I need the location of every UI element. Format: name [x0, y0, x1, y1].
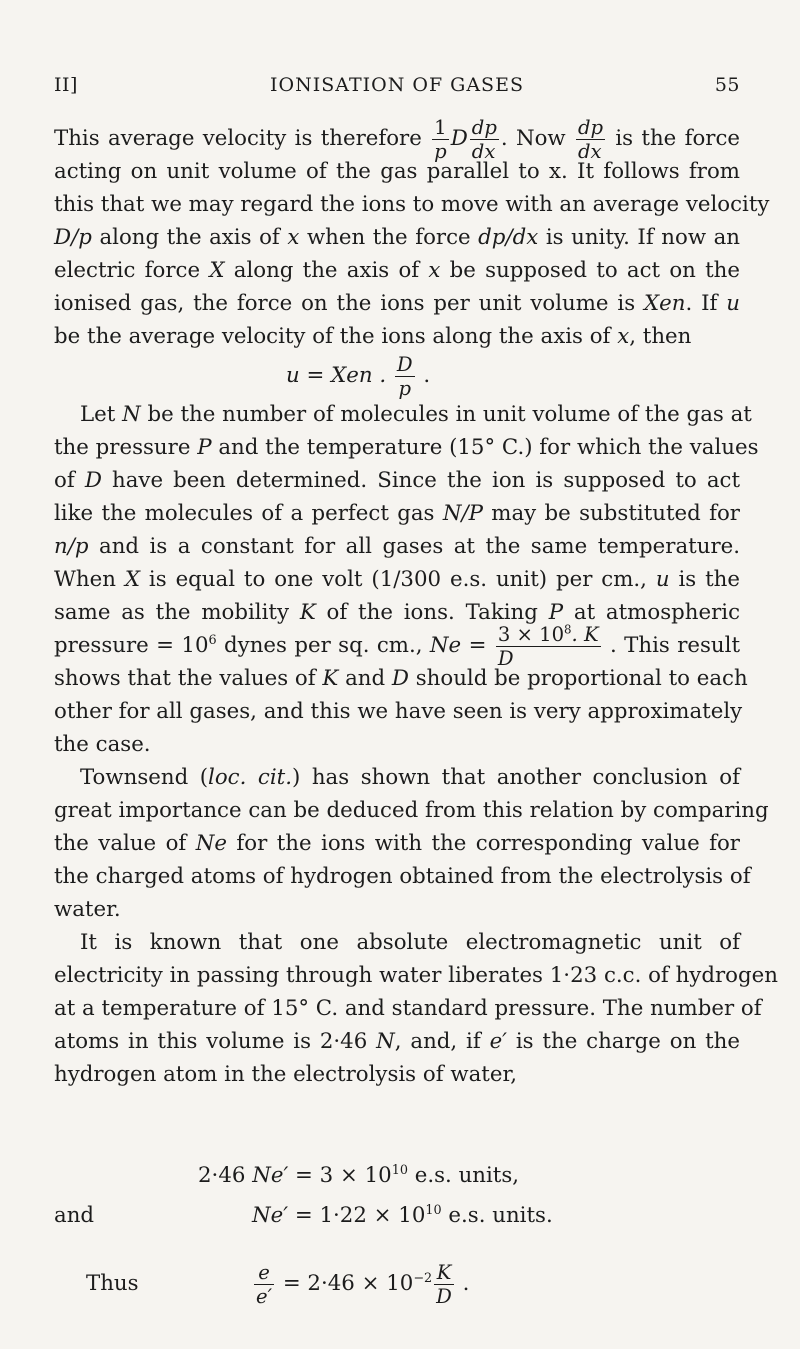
text-line: ionised gas, the force on the ions per unit volume is Xen. If u: [54, 291, 740, 316]
text-line: It is known that one absolute electromagnetic unit of: [80, 930, 740, 956]
fraction: $\frac{dp}{dx}$: [471, 115, 497, 163]
running-title: IONISATION OF GASES: [270, 74, 524, 96]
text-line: of D have been determined. Since the ion is supposed to act: [54, 468, 740, 494]
text-line: water.: [54, 897, 121, 923]
text-line: great importance can be deduced from this relation by comparing: [54, 798, 769, 824]
fraction: $\frac{e}{e'}$: [256, 1261, 273, 1308]
equation-u: u = Xen . $\frac{D}{p}$ .: [286, 353, 431, 400]
text-line: n/p and is a constant for all gases at the same temperature.: [54, 534, 740, 560]
text-line: like the molecules of a perfect gas N/P may be substituted for: [54, 501, 740, 527]
text-line: shows that the values of K and D should be proportional to each: [54, 666, 748, 692]
text-line: pressure = $10^6$ dynes per sq. cm., Ne = $\frac{3 \times 10^8. K}{D}$ . This result: [54, 622, 741, 670]
page-number: 55: [714, 74, 740, 96]
fraction: $\frac{K}{D}$: [436, 1261, 452, 1308]
body-text: [54, 115, 778, 1091]
fraction: $\frac{3 \times 10^8. K}{D}$: [497, 622, 599, 670]
text-line: at a temperature of 15° C. and standard pressure. The number of: [54, 996, 762, 1022]
equation-block: [54, 1163, 740, 1317]
text-line: be the average velocity of the ions along the axis of x, then: [54, 324, 692, 349]
paragraph-2: [54, 398, 759, 761]
fraction: $\frac{D}{p}$: [396, 353, 413, 400]
paragraph-3: [54, 761, 769, 926]
and-label: and: [54, 1203, 95, 1228]
text-line: Townsend (loc. cit.) has shown that another conclusion of: [80, 765, 740, 791]
text-line: When X is equal to one volt (1/300 e.s. unit) per cm., u is the: [54, 567, 741, 593]
text-line: the pressure P and the temperature (15° C.) for which the values: [54, 435, 759, 461]
text-line: Let N be the number of molecules in unit volume of the gas at: [80, 402, 752, 428]
text-line: same as the mobility K of the ions. Taking P at atmospheric: [54, 600, 740, 626]
text-line: This average velocity is therefore $\frac{1}{p}$ D $\frac{dp}{dx}$ . Now $\frac{dp}{dx}$ is the force: [54, 115, 741, 163]
equation-3: $Ne' = 1\cdot 22 \times 10^{10}$ e.s. units.: [252, 1202, 553, 1228]
text-line: D/p along the axis of x when the force dp/dx is unity. If now an: [54, 225, 741, 250]
thus-label: Thus: [86, 1271, 139, 1296]
paragraph-4: [54, 926, 778, 1091]
page-header: [54, 74, 740, 104]
equation-4: $\frac{e}{e'}$ = $2\cdot 46 \times 10^{-2}$ $\frac{K}{D}$ .: [256, 1261, 470, 1308]
text-line: electric force X along the axis of x be supposed to act on the: [54, 258, 740, 283]
text-line: electricity in passing through water liberates 1·23 c.c. of hydrogen: [54, 963, 778, 989]
text-line: other for all gases, and this we have seen is very approximately: [54, 699, 743, 725]
text-line: hydrogen atom in the electrolysis of water,: [54, 1062, 518, 1088]
equation-row: [54, 1203, 740, 1243]
equation-row: [54, 1163, 740, 1203]
equation-2: 2·46 $Ne' = 3 \times 10^{10}$ e.s. units,: [198, 1162, 520, 1188]
text-line: the value of Ne for the ions with the corresponding value for: [54, 831, 740, 857]
fraction: $\frac{1}{p}$: [434, 115, 447, 163]
text-line: this that we may regard the ions to move with an average velocity: [54, 192, 770, 217]
fraction: $\frac{dp}{dx}$: [577, 115, 604, 163]
text-line: atoms in this volume is 2·46 N, and, if e′ is the charge on the: [54, 1029, 741, 1055]
equation-row: [54, 1257, 740, 1317]
chapter-number: II]: [54, 74, 78, 96]
text-line: the charged atoms of hydrogen obtained from the electrolysis of: [54, 864, 751, 890]
text-line: acting on unit volume of the gas parallel to x. It follows from: [54, 159, 740, 184]
paragraph-1: [54, 115, 770, 353]
text-line: the case.: [54, 732, 151, 758]
